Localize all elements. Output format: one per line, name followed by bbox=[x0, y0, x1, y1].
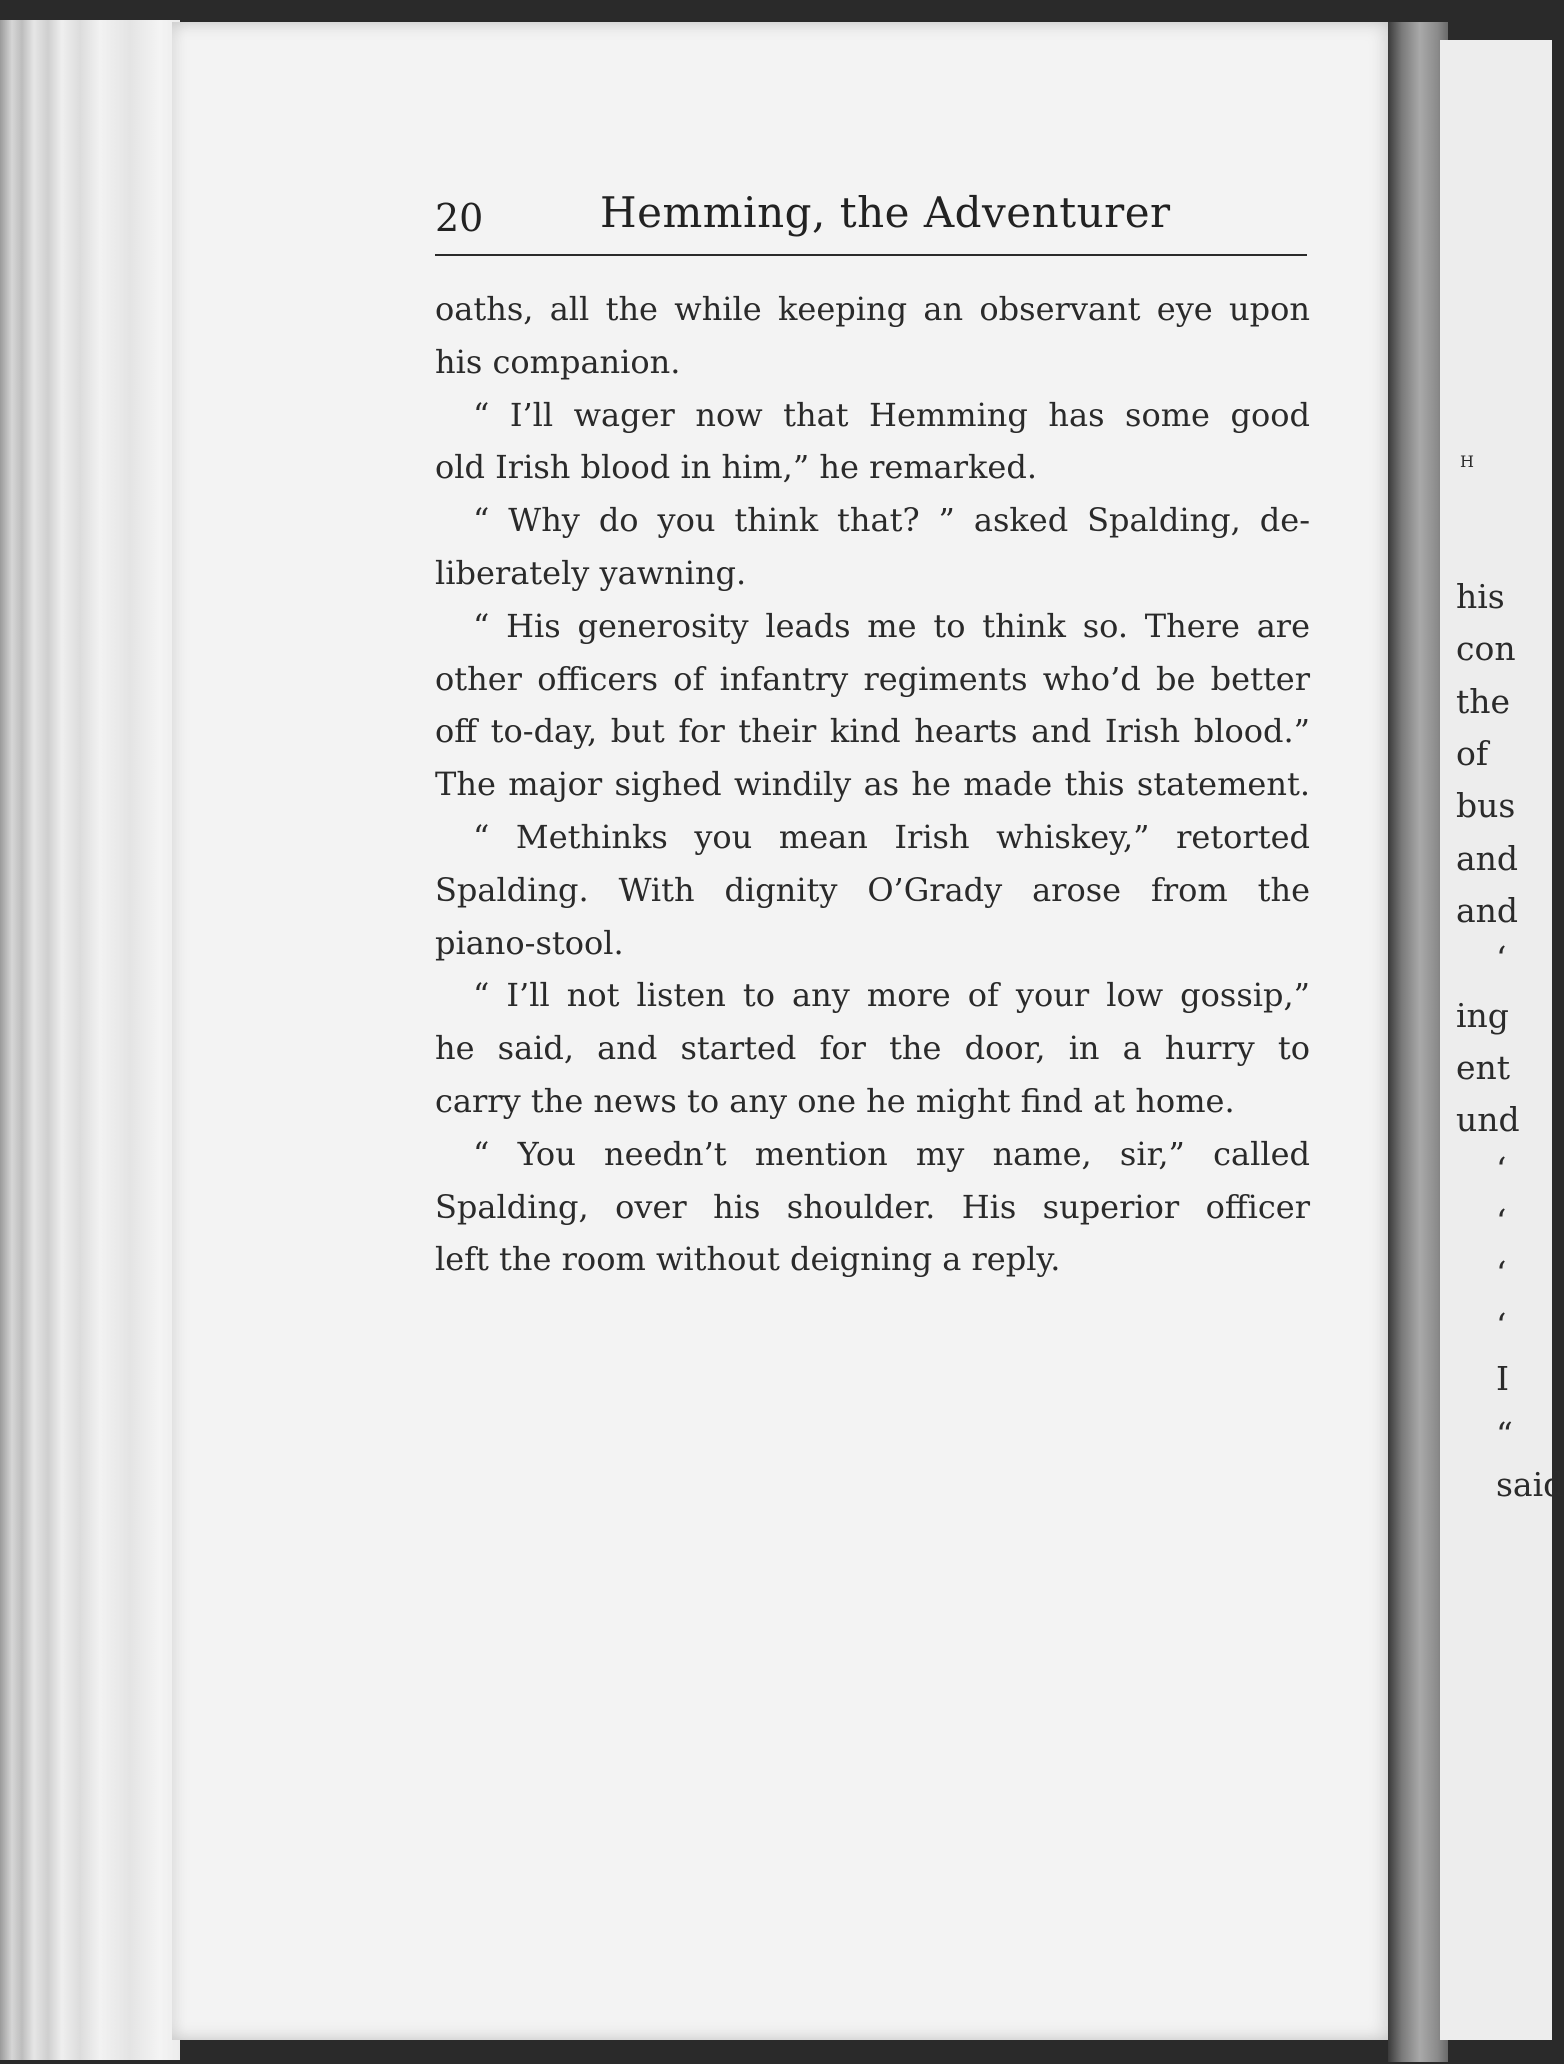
page-number: 20 bbox=[435, 196, 484, 240]
facing-fragment: “ bbox=[1496, 1415, 1513, 1454]
facing-fragment: his bbox=[1456, 577, 1505, 616]
text-line: his companion. bbox=[435, 342, 681, 381]
text-line: Spalding. With dignity O’Grady arose from the bbox=[435, 870, 1310, 909]
text-line: The major sighed windily as he made this statement. bbox=[435, 765, 1310, 804]
facing-fragment: the bbox=[1456, 682, 1511, 721]
facing-fragment: of bbox=[1456, 734, 1489, 773]
facing-fragment: and bbox=[1456, 891, 1519, 930]
text-line: “ I’ll not listen to any more of your low gossip,” bbox=[473, 976, 1310, 1015]
facing-fragment: H bbox=[1460, 452, 1474, 471]
facing-fragment: and bbox=[1456, 839, 1519, 878]
facing-fragment: ent bbox=[1456, 1048, 1511, 1087]
facing-fragment: said bbox=[1496, 1465, 1564, 1504]
facing-fragment: und bbox=[1456, 1100, 1520, 1139]
facing-fragment: ‘ bbox=[1496, 1150, 1507, 1189]
text-line: he said, and started for the door, in a hurry to bbox=[435, 1029, 1310, 1068]
text-line: left the room without deigning a reply. bbox=[435, 1240, 1061, 1279]
facing-fragment: I bbox=[1496, 1359, 1510, 1398]
book-gutter bbox=[1388, 22, 1448, 2062]
text-line: “ Why do you think that? ” asked Spalding, de- bbox=[473, 501, 1310, 540]
facing-fragment: bus bbox=[1456, 786, 1516, 825]
facing-fragment: ‘ bbox=[1496, 1306, 1507, 1345]
running-title: Hemming, the Adventurer bbox=[600, 188, 1171, 237]
text-line: Spalding, over his shoulder. His superior officer bbox=[435, 1187, 1310, 1226]
body-text bbox=[435, 283, 1310, 1286]
facing-fragment: ‘ bbox=[1496, 1254, 1507, 1293]
text-line: “ I’ll wager now that Hemming has some good bbox=[473, 395, 1310, 434]
text-line: liberately yawning. bbox=[435, 553, 747, 592]
facing-fragment: con bbox=[1456, 629, 1516, 668]
stacked-page-edges bbox=[0, 20, 180, 2060]
text-line: oaths, all the while keeping an observant eye upon bbox=[435, 290, 1310, 328]
text-line: other officers of infantry regiments who’d be better bbox=[435, 659, 1310, 698]
facing-fragment: ing bbox=[1456, 996, 1509, 1035]
facing-fragment: ‘ bbox=[1496, 939, 1507, 978]
text-line: “ You needn’t mention my name, sir,” called bbox=[473, 1134, 1310, 1173]
text-line: carry the news to any one he might find at home. bbox=[435, 1081, 1235, 1120]
facing-fragment: ‘ bbox=[1496, 1202, 1507, 1241]
text-line: “ His generosity leads me to think so. There are bbox=[473, 606, 1310, 645]
text-line: old Irish blood in him,” he remarked. bbox=[435, 448, 1037, 487]
text-line: off to-day, but for their kind hearts and Irish blood.” bbox=[435, 712, 1310, 751]
text-line: “ Methinks you mean Irish whiskey,” retorted bbox=[473, 817, 1310, 856]
running-header bbox=[435, 188, 1307, 256]
facing-page bbox=[1440, 40, 1564, 2040]
text-line: piano-stool. bbox=[435, 923, 624, 962]
